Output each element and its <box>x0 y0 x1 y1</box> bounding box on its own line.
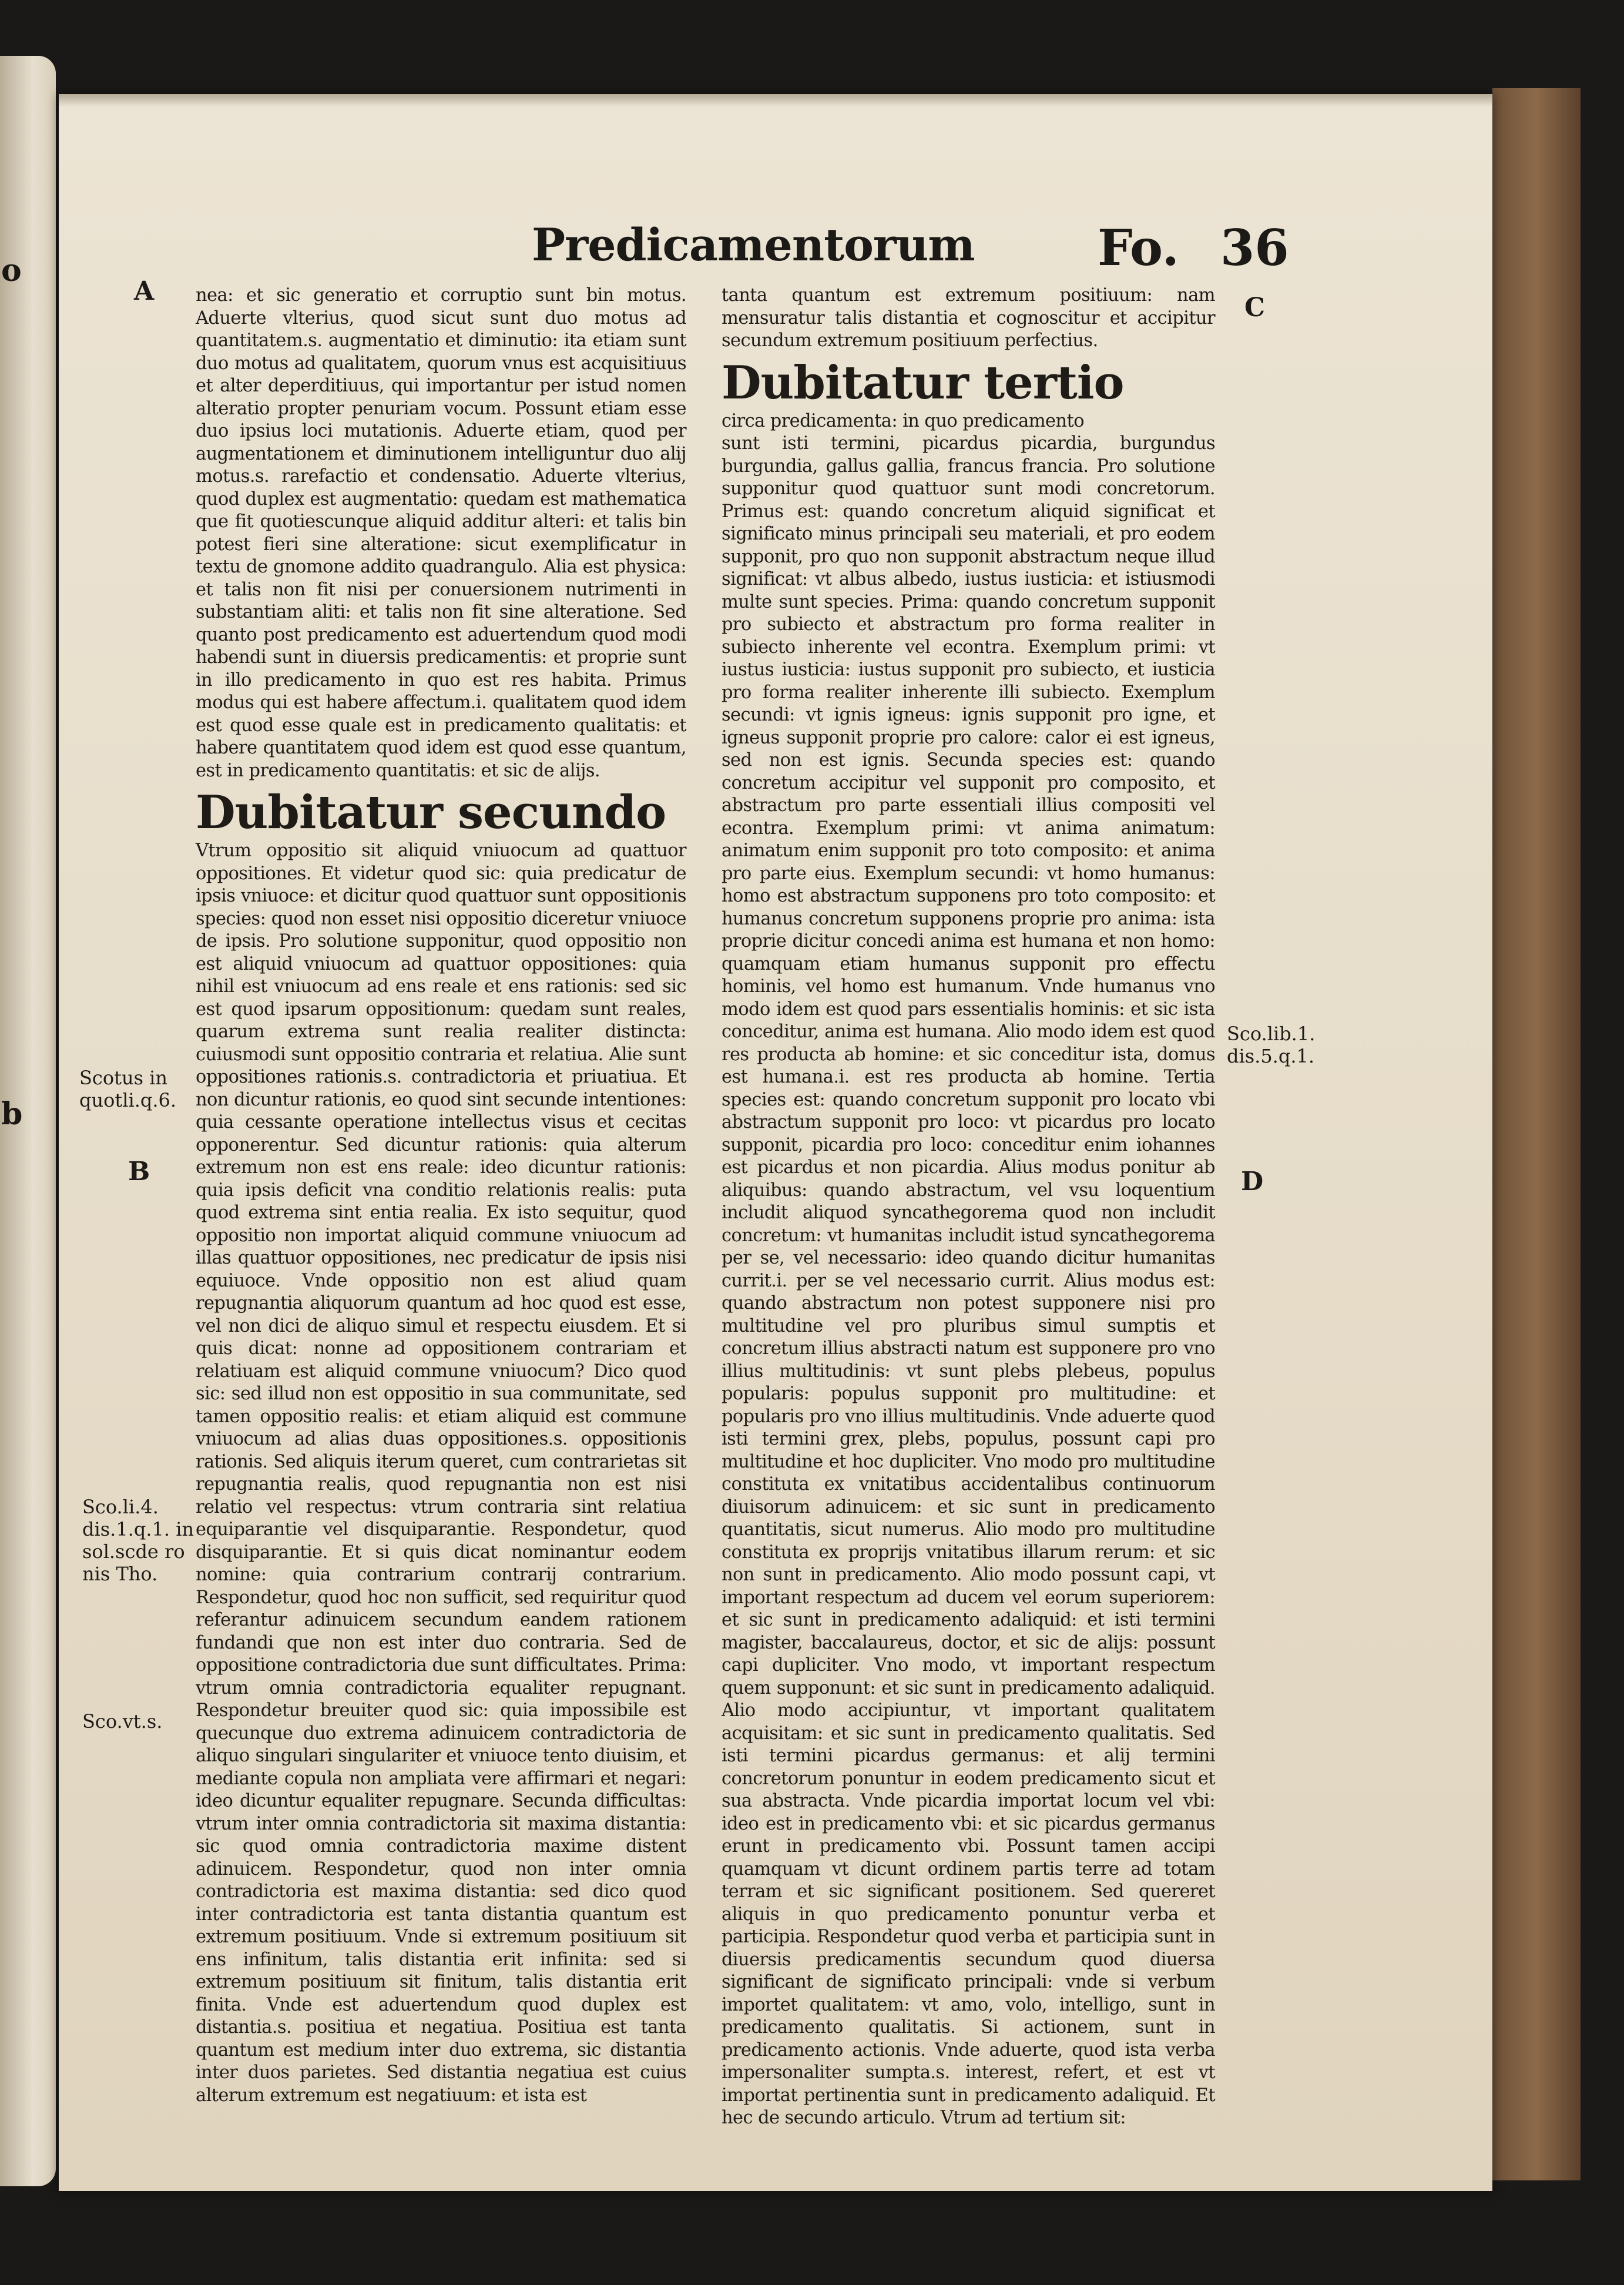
page-shadow <box>59 94 1492 107</box>
margin-note-sco-lib1: Sco.lib.1. dis.5.q.1. <box>1227 1023 1316 1067</box>
right-text-column <box>722 284 1215 2130</box>
left-page-fragment: b <box>1 1096 23 1132</box>
paragraph: tanta quantum est extremum positiuum: nam mensuratur talis distantia et cognoscitur et accipitur secundum extremum positiuum perfectius. <box>722 285 1215 351</box>
margin-letter-b: B <box>128 1157 150 1187</box>
folio-number: 36 <box>1220 219 1289 277</box>
paragraph: Vtrum oppositio sit aliquid vniuocum ad quattuor oppositiones. Et videtur quod sic: quia predicatur de ipsis vniuoce: et dicitur quod quattuor sunt oppositionis species: quod non esset nisi oppositio diceretur vniuoce de ipsis. Pro solutione supponitur, quod oppositio non est aliquid vniuocum ad quattuor oppositiones: quia nihil est vniuocum ad ens reale et ens rationis: sed sic est quod ipsarum oppositionum: quedam sunt reales, quarum extrema sunt realia realiter distincta: cuiusmodi sunt oppositio contraria et relatiua. Alie sunt oppositiones rationis.s. contradictoria et priuatiua. Et non dicuntur rationis, eo quod sint secunde intentiones: quia cessante operatione intellectus visus et cecitas opponerentur. Sed dicuntur rationis: quia alterum extremum non est ens reale: ideo dicuntur rationis: quia ipsis deficit vna conditio relationis realis: puta quod extrema sint entia realia. Ex isto sequitur, quod oppositio non importat aliquid commune vniuocum ad illas quattuor oppositiones, nec predicatur de ipsis nisi equiuoce. Vnde oppositio non est aliud quam repugnantia aliquorum quantum ad hoc quod est esse, vel non dici de aliquo simul et respectu eiusdem. Et si quis dicat: nonne ad oppositionem contrariam et relatiuam est aliquid commune vniuocum? Dico quod sic: sed illud non est oppositio in sua communitate, sed tamen oppositio realis: et etiam aliquid est commune vniuocum ad alias duas oppositiones.s. oppositionis rationis. Sed aliquis iterum queret, cum contrarietas sit repugnantia realis, quod repugnantia non est nisi relatio vel respectus: vtrum contraria sint relatiua equiparantie vel disquiparantie. Respondetur, quod disquiparantie. Et si quis dicat nominantur eodem nomine: quia contrarium contrarij contrarium. Respondetur, quod hoc non sufficit, sed requiritur quod referantur adinuicem secundum eandem rationem fundandi que non est inter duo contraria. Sed de oppositione contradictoria due sunt difficultates. Prima: vtrum omnia contradictoria equaliter repugnant. Respondetur breuiter quod sic: quia impossibile est quecunque duo extrema adinuicem contradictoria de aliquo singulari singulariter et vniuoce tento diuisim, et mediante copula non ampliata vere affirmari et negari: ideo dicuntur equaliter repugnare. Secunda difficultas: vtrum inter omnia contradictoria sit maxima distantia: sic quod omnia contradictoria maxime distent adinuicem. Respondetur, quod non inter omnia contradictoria est maxima distantia: sed dico quod inter contradictoria est tanta distantia quantum est extremum positiuum. Vnde si extremum positiuum sit ens infinitum, talis distantia erit infinita: sed si extremum positiuum sit finitum, talis distantia erit finita. Vnde est aduertendum quod duplex est distantia.s. positiua et negatiua. Positiua est tanta quantum est medium inter duo extrema, sic distantia inter duos parietes. Sed distantia negatiua est cuius alterum extremum est negatiuum: et ista est <box>196 840 686 2106</box>
left-page-fragment: o <box>1 253 22 289</box>
folio <box>1098 219 1289 277</box>
margin-note-scotus-quodl: Scotus in quotli.q.6. <box>79 1067 177 1111</box>
left-text-column <box>196 284 686 2107</box>
margin-letter-a: A <box>134 276 155 306</box>
section-heading: Dubitatur secundo <box>196 786 666 839</box>
page-title: Predicamentorum <box>532 219 975 271</box>
paragraph: circa predicamenta: in quo predicamento <box>722 410 1084 431</box>
paragraph: nea: et sic generatio et corruptio sunt bin motus. Aduerte vlterius, quod sicut sunt duo motus ad quantitatem.s. augmentatio et diminutio: ita etiam sunt duo motus ad qualitatem, quorum vnus est acquisitiuus et alter deperditiuus, qui importantur per istud nomen alteratio propter penuriam vocum. Possunt etiam esse duo ipsius loci mutationis. Aduerte etiam, quod per augmentationem et diminutionem intelliguntur duo alij motus.s. rarefactio et condensatio. Aduerte vlterius, quod duplex est augmentatio: quedam est mathematica que fit quotiescunque aliquid additur alteri: et talis bin potest fieri sine alteratione: sicut exemplificatur in textu de gnomone addito quadrangulo. Alia est physica: et talis non fit nisi per conuersionem nutrimenti in substantiam aliti: et talis non fit sine alteratione. Sed quanto post predicamento est aduertendum quod modi habendi sunt in diuersis predicamentis: et proprie sunt in illo predicamento in quo est res habita. Primus modus qui est habere affectum.i. qualitatem quod idem est quod esse quale est in predicamento qualitatis: et habere quantitatem quod idem est quod esse quantum, est in predicamento quantitatis: et sic de alijs. <box>196 285 686 781</box>
book-cover-edge <box>1492 88 1581 2180</box>
section-heading: Dubitatur tertio <box>722 356 1124 410</box>
folio-label: Fo. <box>1098 219 1179 277</box>
margin-note-sco-vt: Sco.vt.s. <box>82 1710 163 1733</box>
margin-letter-c: C <box>1244 293 1266 323</box>
margin-note-sco-li4: Sco.li.4. dis.1.q.1. in sol.scde ro nis Tho. <box>82 1496 194 1585</box>
margin-letter-d: D <box>1241 1167 1264 1197</box>
paragraph: sunt isti termini, picardus picardia, burgundus burgundia, gallus gallia, francus francia. Pro solutione supponitur quod quattuor sunt modi concretorum. Primus est: quando concretum aliquid significat et significato minus principali seu materiali, et pro eodem supponit, pro quo non supponit abstractum neque illud significat: vt albus albedo, iustus iusticia: et istiusmodi multe sunt species. Prima: quando concretum supponit pro subiecto et abstractum pro forma realiter in subiecto inherente vel econtra. Exemplum primi: vt iustus iusticia: iustus supponit pro subiecto, et iusticia pro forma realiter inherente illi subiecto. Exemplum secundi: vt ignis igneus: ignis supponit pro igne, et igneus supponit proprie pro calore: calor ei est igneus, sed non est ignis. Secunda species est: quando concretum accipitur vel supponit pro composito, et abstractum pro parte essentiali illius compositi vel econtra. Exemplum primi: vt anima animatum: animatum enim supponit pro toto composito: et anima pro parte eius. Exemplum secundi: vt homo humanus: homo est abstractum supponens pro toto composito: et humanus concretum supponens proprie pro anima: ista proprie dicitur concedi anima est humana et non homo: quamquam etiam humanus supponit pro effectu hominis, vel homo est humanum. Vnde humanus vno modo idem est quod pars essentialis hominis: et sic ista conceditur, anima est humana. Alio modo idem est quod res producta ab homine: et sic conceditur ista, domus est humana.i. est res producta ab homine. Tertia species est: quando concretum supponit pro locato vbi abstractum supponit pro loco: vt picardus pro locato supponit, picardia pro loco: conceditur enim iohannes est picardus et non picardia. Alius modus ponitur ab aliquibus: quando abstractum, vel vsu loquentium includit aliquod syncathegorema quod non includit concretum: vt humanitas includit istud syncathegorema per se, vel necessario: ideo quando dicitur humanitas currit.i. per se vel necessario currit. Alius modus est: quando abstractum non potest supponere nisi pro multitudine vel pro pluribus simul sumptis et concretum illius abstracti natum est supponere pro vno illius multitudinis: vt sunt plebs plebeus, populus popularis: populus supponit pro multitudine: et popularis pro vno illius multitudinis. Vnde aduerte quod isti termini grex, plebs, populus, possunt capi pro multitudine et hoc dupliciter. Vno modo pro multitudine constituta ex vnitatibus accidentalibus continuorum diuisorum adinuicem: et sic sunt in predicamento quantitatis, sicut numerus. Alio modo pro multitudine constituta ex proprijs vnitatibus illarum rerum: et sic non sunt in predicamento. Alio modo possunt capi, vt important respectum ad ducem vel eorum superiorem: et sic sunt in predicamento adaliquid: et isti termini magister, baccalaureus, doctor, et sic de alijs: possunt capi dupliciter. Vno modo, vt important respectum quem supponunt: et sic sunt in predicamento adaliquid. Alio modo accipiuntur, vt important qualitatem acquisitam: et sic sunt in predicamento qualitatis. Sed isti termini picardus germanus: et alij termini concretorum ponuntur in eodem predicamento sicut et sua abstracta. Vnde picardia importat locum vel vbi: ideo est in predicamento vbi: et sic picardus germanus erunt in predicamento vbi. Possunt tamen accipi quamquam vt dicunt ordinem partis terre ad totam terram et sic significant positionem. Sed quereret aliquis in quo predicamento ponuntur verba et participia. Respondetur quod verba et participia sunt in diuersis predicamentis secundum quod diuersa significant de significato principali: vnde si verbum importet qualitatem: vt amo, volo, intelligo, sunt in predicamento qualitatis. Si actionem, sunt in predicamento actionis. Vnde aduerte, quod ista verba impersonaliter sumpta.s. interest, refert, et est vt importat pertinentia sunt in predicamento adaliquid. Et hec de secundo articulo. Vtrum ad tertium sit: <box>722 433 1215 2128</box>
